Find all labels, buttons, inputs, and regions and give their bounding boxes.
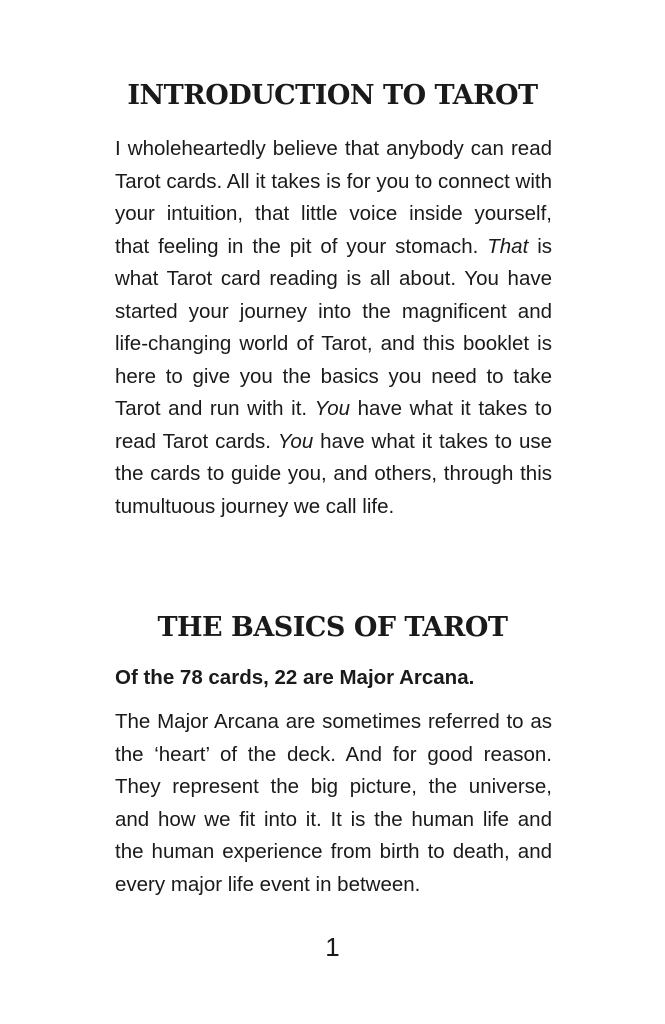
page-number: 1 [325, 932, 340, 962]
intro-text-3: have what it takes to read Tarot cards. [115, 397, 552, 453]
intro-text-2: is what Tarot card reading is all about. You have started your journey into the magnificent and life-changing world of Tarot, and this booklet is here to give you the basics you need to take Tarot and run with it. [115, 234, 553, 420]
section-heading-basics: THE BASICS OF TAROT [157, 612, 508, 643]
intro-emphasis-that: That [487, 234, 529, 258]
intro-emphasis-you-1: You [314, 397, 351, 420]
basics-subheading: Of the 78 cards, 22 are Major Arcana. [115, 666, 475, 689]
intro-text-1: I wholeheartedly believe that anybody can read Tarot cards. All it takes is for you to connect with your intuition, that little voice inside yourself, that feeling in the pit of your stomach. [115, 137, 552, 258]
intro-text-4: have what it takes to use the cards to guide you, and others, through this tumultuous journey we call life. [115, 429, 552, 518]
intro-emphasis-you-2: You [277, 429, 314, 453]
section-heading-introduction: INTRODUCTION TO TAROT [127, 80, 538, 111]
introduction-paragraph [115, 133, 552, 523]
major-arcana-paragraph: The Major Arcana are sometimes referred to as the ‘heart’ of the deck. And for good reason. They represent the big picture, the universe, and how we fit into it. It is the human life and the human experience from birth to death, and every major life event in between. [115, 710, 552, 896]
